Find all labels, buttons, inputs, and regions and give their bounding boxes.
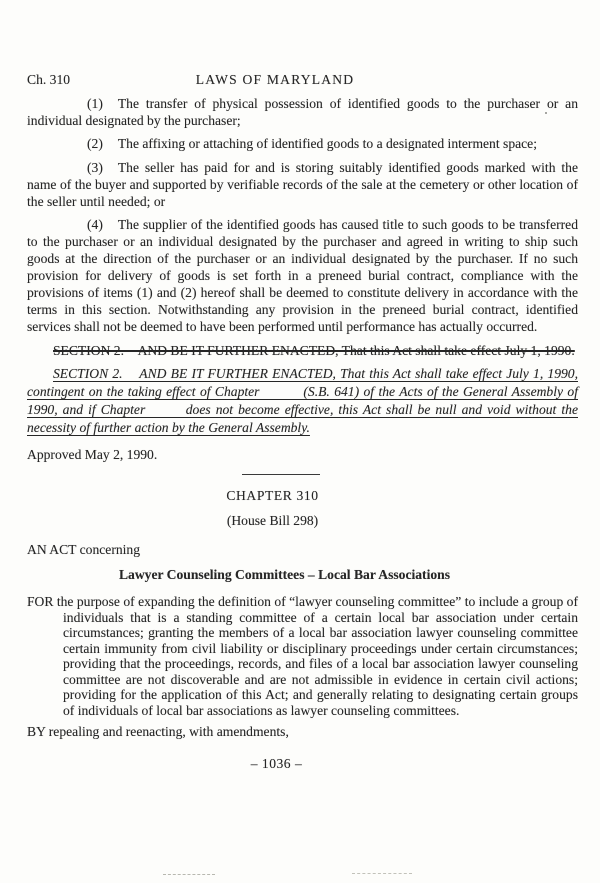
item-number: (3): [87, 159, 103, 175]
list-item-4: [27, 216, 578, 335]
section2-stricken-text: SECTION 2. AND BE IT FURTHER ENACTED, That this Act shall take effect July 1, 1990.: [53, 343, 575, 358]
section-divider: [242, 474, 320, 475]
act-intro: AN ACT concerning: [27, 542, 141, 557]
item-number: (2): [87, 136, 103, 151]
page-title: LAWS OF MARYLAND: [195, 72, 355, 87]
item-text: The affixing or attaching of identified goods to a designated interment space;: [117, 136, 537, 151]
chapter-ref: Ch. 310: [27, 72, 71, 87]
approval-line: Approved May 2, 1990.: [27, 447, 158, 462]
page-number: – 1036 –: [250, 756, 303, 771]
item-number: (4): [87, 217, 103, 232]
list-item-1: [27, 95, 578, 129]
list-item-3: [27, 159, 578, 210]
chapter-heading: CHAPTER 310: [226, 488, 319, 503]
scan-artifact: [163, 874, 215, 875]
item-number: (1): [87, 95, 103, 111]
item-text: The transfer of physical possession of identified goods to the purchaser or an individual designated by the purchaser;: [27, 95, 578, 128]
item-text: The supplier of the identified goods has caused title to such goods to be transferred to the purchaser or an individual designated by the purchaser and agreed in writing to ship such goods at the direction of the purchaser or an individual designated by the purchaser. If no such provision for delivery of goods is set forth in a preneed burial contract, compliance with the provisions of items (1) and (2) hereof shall be deemed to constitute delivery in accordance with the terms in this section. Notwithstanding any provision in the preneed burial contract, identified services shall not be deemed to have been performed until performance has actually occurred.: [27, 217, 578, 334]
for-paragraph: FOR the purpose of expanding the definition of “lawyer counseling committee” to include a group of individuals that is a standing committee of a certain local bar association under certain circumstances; granting the members of a local bar association lawyer counseling committee certain immunity from civil liability or disciplinary proceedings under certain circumstances; providing that the proceedings, records, and files of a local bar association lawyer counseling committee are not discoverable and are not admissible in evidence in certain civil actions; providing for the application of this Act; and generally relating to designating certain groups of individuals of local bar associations as lawyer counseling committees.: [27, 594, 578, 718]
page-header: [27, 71, 578, 88]
item-text: The seller has paid for and is storing suitably identified goods marked with the name of the buyer and supported by verifiable records of the sale at the cemetery or other location of the seller until needed; or: [27, 159, 578, 209]
by-line: BY repealing and reenacting, with amendments,: [27, 723, 289, 739]
scan-speck: [545, 112, 547, 114]
house-bill-ref: (House Bill 298): [226, 513, 319, 528]
scan-artifact: [352, 873, 412, 874]
act-title: Lawyer Counseling Committees – Local Bar Associations: [118, 567, 451, 582]
section2-amended-text: SECTION 2. AND BE IT FURTHER ENACTED, That this Act shall take effect July 1, 1990, contingent on the taking effect of Chapter (S.B. 641) of the Acts of the General Assembly of 1990, and if Chapter does not become effective, this Act shall be null and void without the necessity of further action by the General Assembly.: [27, 366, 578, 435]
list-item-2: [27, 135, 578, 152]
